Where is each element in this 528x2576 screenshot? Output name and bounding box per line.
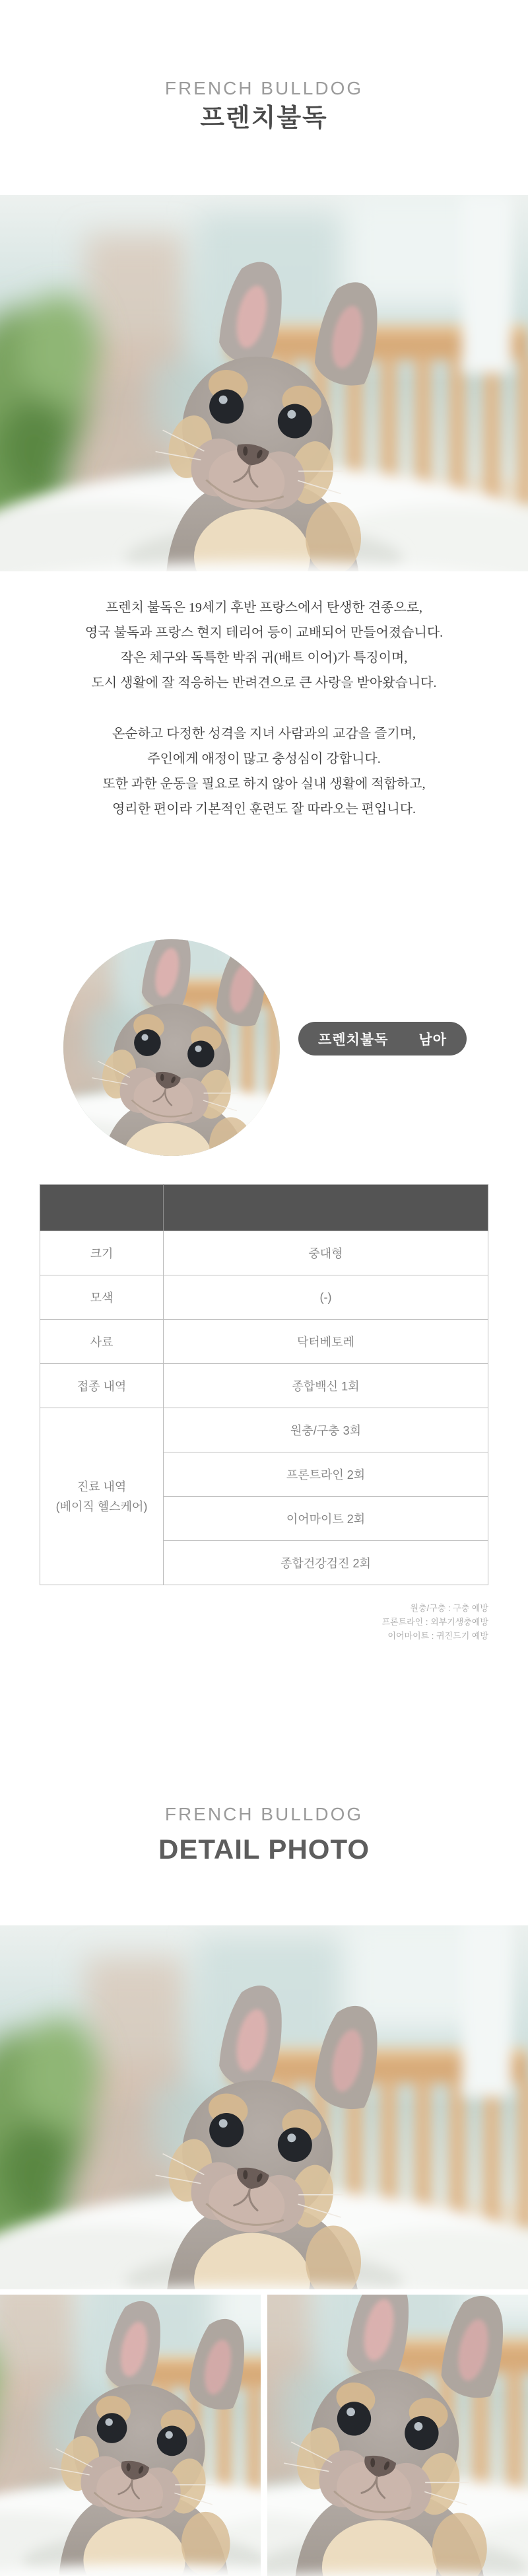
puppy-photo-illustration <box>267 2295 528 2576</box>
intro-paragraph-2 <box>0 721 528 822</box>
intro-line: 또한 과한 운동을 필요로 하지 않아 실내 생활에 적합하고, <box>102 777 426 791</box>
footnote-line: 프론트라인 : 외부기생충예방 <box>381 1617 488 1627</box>
row-label: 모색 <box>40 1275 164 1320</box>
row-value: 이어마이트 2회 <box>164 1497 488 1541</box>
row-value: (-) <box>164 1275 488 1320</box>
table-header-row <box>40 1185 488 1231</box>
intro-line: 영리한 편이라 기본적인 훈련도 잘 따라오는 편입니다. <box>112 802 416 816</box>
intro-line: 프렌치 불독은 19세기 후반 프랑스에서 탄생한 견종으로, <box>105 600 423 615</box>
profile-photo-circle <box>63 939 280 1156</box>
table-row-vaccination <box>40 1364 488 1408</box>
row-value: 중대형 <box>164 1231 488 1275</box>
intro-paragraph-1 <box>0 595 528 696</box>
badge-breed-label: 프렌치불독 <box>318 1032 389 1048</box>
row-value: 닥터베토레 <box>164 1320 488 1364</box>
footnote-line: 이어마이트 : 귀진드기 예방 <box>387 1631 488 1641</box>
row-value: 원충/구충 3회 <box>164 1408 488 1452</box>
page-title-en: FRENCH BULLDOG <box>164 78 364 98</box>
detail-photo-bottom-left <box>0 2295 261 2576</box>
puppy-photo-illustration <box>0 195 528 571</box>
breed-sex-badge <box>298 1022 467 1055</box>
row-label: 사료 <box>40 1320 164 1364</box>
page-title-ko: 프렌치불독 <box>200 104 328 132</box>
intro-line: 작은 체구와 독특한 박쥐 귀(배트 이어)가 특징이며, <box>120 651 408 665</box>
main-puppy-photo <box>0 195 528 571</box>
table-header-label-cell <box>40 1185 164 1231</box>
care-label-cell <box>40 1408 164 1585</box>
table-row-size <box>40 1231 488 1275</box>
row-value: 프론트라인 2회 <box>164 1452 488 1497</box>
puppy-info-table <box>40 1184 488 1585</box>
intro-line: 주인에게 애정이 많고 충성심이 강합니다. <box>147 752 381 766</box>
puppy-photo-illustration <box>63 939 280 1156</box>
row-value: 종합백신 1회 <box>164 1364 488 1408</box>
intro-line: 영국 불독과 프랑스 현지 테리어 등이 교배되어 만들어졌습니다. <box>84 626 444 640</box>
puppy-photo-illustration <box>0 1925 528 2289</box>
detail-photo-large <box>0 1925 528 2289</box>
intro-line: 도시 생활에 잘 적응하는 반려견으로 큰 사랑을 받아왔습니다. <box>91 676 437 690</box>
table-row-care-1 <box>40 1408 488 1452</box>
detail-title-en: FRENCH BULLDOG <box>164 1804 364 1824</box>
table-row-coat-color <box>40 1275 488 1320</box>
footnote-line: 원충/구충 : 구충 예방 <box>410 1603 488 1613</box>
row-label: 크기 <box>40 1231 164 1275</box>
table-row-feed <box>40 1320 488 1364</box>
badge-sex-label: 남아 <box>418 1032 447 1048</box>
table-footnotes <box>381 1601 488 1643</box>
table-header-value-cell <box>164 1185 488 1231</box>
care-label-line1: 진료 내역 <box>77 1480 127 1493</box>
detail-photo-bottom-right <box>267 2295 528 2576</box>
row-label: 접종 내역 <box>40 1364 164 1408</box>
care-label-line2: (베이직 헬스케어) <box>55 1499 148 1513</box>
row-value: 종합건강검진 2회 <box>164 1541 488 1585</box>
puppy-photo-illustration <box>0 2295 261 2576</box>
detail-title-main: DETAIL PHOTO <box>158 1834 370 1865</box>
intro-line: 온순하고 다정한 성격을 지녀 사람과의 교감을 즐기며, <box>112 727 416 741</box>
